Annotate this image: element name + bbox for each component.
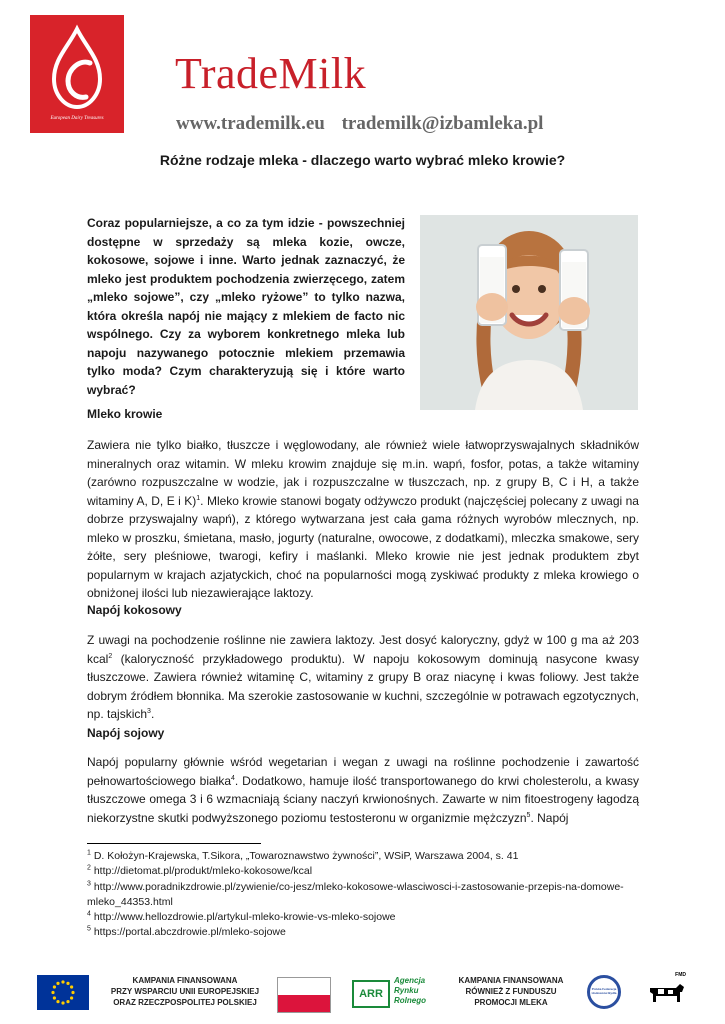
footnote-3[interactable]: $^3$ http://www.poradnikzdrowie.pl/zywienie/co-jesz/mleko-kokosowe-wlasciwosci-i-zastosowanie-przepis-na-domowe-mleko_44353.html [87, 880, 624, 908]
campaign-eu-text: KAMPANIA FINANSOWANA PRZY WSPARCIU UNII EUROPEJSKIEJ ORAZ RZECZPOSPOLITEJ POLSKIEJ [110, 976, 260, 1007]
paragraph-napoj-kokosowy: Z uwagi na pochodzenie roślinne nie zawiera laktozy. Jest dosyć kaloryczny, gdyż w 100 g ma aż 203 kcal$^2$ (kaloryczność przykładowego produktu). W napoju kokosowym dominują nasycone kwasy tłuszczowe. Zawiera również witaminę C, witaminy z grupy B oraz niacynę i kwas foliowy. Jest także dobrym źródłem błonnika. Ma szerokie zastosowanie w kuchni, szczególnie w potrawach egzotycznych, np. tajskich$^3$. [87, 633, 639, 721]
footnote-ref[interactable]: 4 [231, 774, 235, 782]
footnote-divider [87, 843, 261, 844]
brand-title: TradeMilk [175, 49, 367, 98]
sponsor-footer [0, 968, 725, 1024]
email-link[interactable]: trademilk@izbamleka.pl [341, 113, 544, 134]
footnote-5[interactable]: $^5$ https://portal.abczdrowie.pl/mleko-sojowe [87, 925, 286, 939]
footnote-ref[interactable]: 1 [196, 494, 201, 502]
brand-contacts [176, 113, 543, 135]
paragraph-mleko-krowie: Zawiera nie tylko białko, tłuszcze i węglowodany, ale również wiele łatwoprzyswajalnych składników mineralnych oraz witamin. W mleku krowim znajduje się m.in. wapń, fosfor, potas, a także witaminy (zarówno rozpuszczalne w wodzie, jak i rozpuszczalne w tłuszczach, np. z grupy B, C i H, a także witaminy A, D, E i K)$^1$. Mleko krowie stanowi bogaty odżywczo produkt (najczęściej polecany z uwagi na dobrze przyswajalny wapń), z którego wytwarzana jest cała gama różnych wyrobów mlecznych, np. mleko w proszku, śmietana, masło, jogurty (naturalne, owocowe, z dodatkami), mleczka smakowe, sery żółte, sery pleśniowe, twarogi, kefiry i maślanki. Mleko krowie nie jest jednak produktem zbyt popularnym w krajach azjatyckich, choć na popularności mogą zyskiwać produkty z mleka krowiego o obniżonej ilości lub niezawierające laktozy. [87, 438, 639, 600]
paragraph-napoj-sojowy: Napój popularny głównie wśród wegetarian i wegan z uwagi na roślinne pochodzenie i zawartość pełnowartościowego białka$^4$. Dodatkowo, hamuje ilość transportowanego do krwi cholesterolu, a kwasy tłuszczowe omega 3 i 6 wzmacniają ściany naczyń krwionośnych. Zawarte w nim fitoestrogeny łagodzą niekorzystne skutki podwyższonego poziomu testosteronu w organizmie mężczyzn$^5$. Napój [87, 755, 639, 825]
pfhb-logo: Polska Federacja Hodowców Bydła [587, 975, 621, 1009]
intro-paragraph: Coraz popularniejsze, a co za tym idzie - powszechniej dostępne w sprzedaży są mleka kozie, owcze, kokosowe, sojowe i inne. Warto jednak zaznaczyć, że mleko jest produktem pochodzenia zwierzęcego, zatem „mleko sojowe”, czy „mleko ryżowe” to tylko nazwa, która określa napój nie mający z mlekiem de facto nic wspólnego. Czy za wyborem konkretnego mleka lub napoju nazywanego potocznie mlekiem przemawia tylko moda? Czym charakteryzują się i które warto wybrać? [87, 216, 405, 397]
arr-logo: ARR Agencja Rynku Rolnego [352, 978, 438, 1012]
campaign-fund-text: KAMPANIA FINANSOWANA RÓWNIEŻ Z FUNDUSZU PROMOCJI MLEKA [458, 976, 564, 1007]
heading-napoj-sojowy: Napój sojowy [87, 726, 165, 740]
cow-icon [646, 978, 686, 1010]
girl-with-milk-photo [420, 215, 638, 410]
footnote-4[interactable]: $^4$ http://www.hellozdrowie.pl/artykul-mleko-krowie-vs-mleko-sojowe [87, 910, 396, 924]
polish-flag-icon [277, 977, 331, 1013]
trademilk-logo [30, 15, 124, 133]
heading-napoj-kokosowy: Napój kokosowy [87, 603, 182, 617]
footnote-ref[interactable]: 5 [526, 811, 531, 819]
footnote-ref[interactable]: 2 [108, 652, 113, 660]
page-title: Różne rodzaje mleka - dlaczego warto wybrać mleko krowie? [159, 152, 566, 168]
cow-logo: FMD [646, 972, 686, 1012]
footnotes [87, 849, 647, 941]
footnote-2[interactable]: $^2$ http://dietomat.pl/produkt/mleko-kokosowe/kcal [87, 864, 313, 878]
heading-mleko-krowie: Mleko krowie [87, 407, 163, 421]
website-link[interactable]: www.trademilk.eu [176, 113, 325, 134]
logo-tagline: European Dairy Treasures [50, 116, 104, 121]
eu-flag-icon [37, 975, 89, 1010]
footnote-1: $^1$ D. Kołożyn-Krajewska, T.Sikora, „Towaroznawstwo żywności”, WSiP, Warszawa 2004, s. 41 [87, 849, 519, 862]
footnote-ref[interactable]: 3 [147, 708, 151, 715]
